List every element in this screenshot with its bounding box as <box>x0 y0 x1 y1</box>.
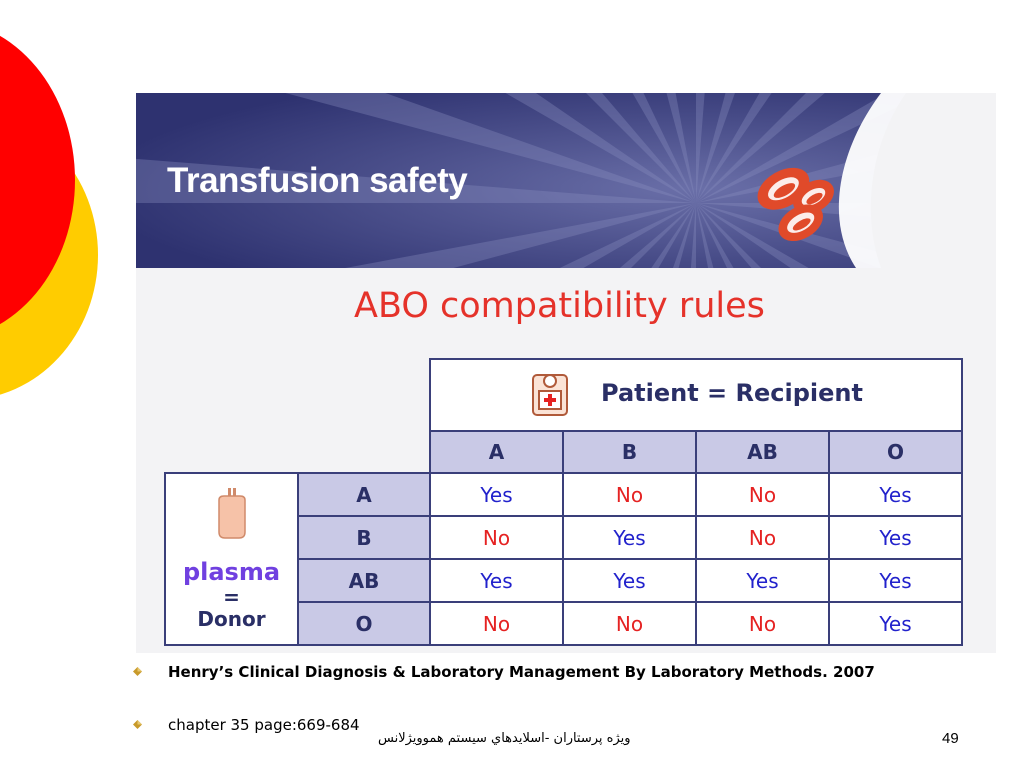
row-header-b: B <box>298 516 430 559</box>
donor-header <box>165 473 298 645</box>
cell-a-ab: No <box>696 473 829 516</box>
abo-compatibility-table <box>164 358 963 646</box>
table-heading: ABO compatibility rules <box>354 286 765 326</box>
page-number: 49 <box>942 730 959 747</box>
plasma-label: plasma <box>179 558 284 586</box>
cell-o-o: Yes <box>829 602 962 645</box>
cell-ab-b: Yes <box>563 559 696 602</box>
donor-label <box>197 586 265 630</box>
cell-b-ab: No <box>696 516 829 559</box>
bullet-text: Henry’s Clinical Diagnosis & Laboratory Management By Laboratory Methods. 2007 <box>168 663 875 681</box>
slide-image <box>136 93 996 653</box>
decor-circle-red <box>0 20 75 340</box>
diamond-bullet-icon <box>133 667 142 676</box>
cell-o-b: No <box>563 602 696 645</box>
column-header-ab: AB <box>696 431 829 473</box>
column-header-a: A <box>430 431 563 473</box>
banner <box>136 93 996 268</box>
cell-a-o: Yes <box>829 473 962 516</box>
cell-o-ab: No <box>696 602 829 645</box>
hospital-bed-icon <box>529 367 571 419</box>
cell-b-o: Yes <box>829 516 962 559</box>
diamond-bullet-icon <box>133 720 142 729</box>
cell-ab-a: Yes <box>430 559 563 602</box>
bullet-text: chapter 35 page:669-684 <box>168 716 360 734</box>
donor-label-equals: = <box>223 585 240 609</box>
cell-a-a: Yes <box>430 473 563 516</box>
cell-ab-ab: Yes <box>696 559 829 602</box>
row-header-o: O <box>298 602 430 645</box>
blood-bag-icon <box>215 488 249 540</box>
cell-o-a: No <box>430 602 563 645</box>
row-header-ab: AB <box>298 559 430 602</box>
decor-circle-yellow <box>0 110 98 400</box>
recipient-header <box>430 359 962 431</box>
cell-ab-o: Yes <box>829 559 962 602</box>
row-header-a: A <box>298 473 430 516</box>
recipient-label: Patient = Recipient <box>601 379 863 407</box>
banner-title: Transfusion safety <box>167 161 468 200</box>
cell-b-b: Yes <box>563 516 696 559</box>
donor-label-text: Donor <box>197 607 266 631</box>
red-blood-cells-logo <box>751 153 846 248</box>
cell-a-b: No <box>563 473 696 516</box>
cell-b-a: No <box>430 516 563 559</box>
column-header-b: B <box>563 431 696 473</box>
column-header-o: O <box>829 431 962 473</box>
footer-text: ويژه پرستاران -اسلايدهاي سيستم هموويژلانس <box>378 731 631 746</box>
